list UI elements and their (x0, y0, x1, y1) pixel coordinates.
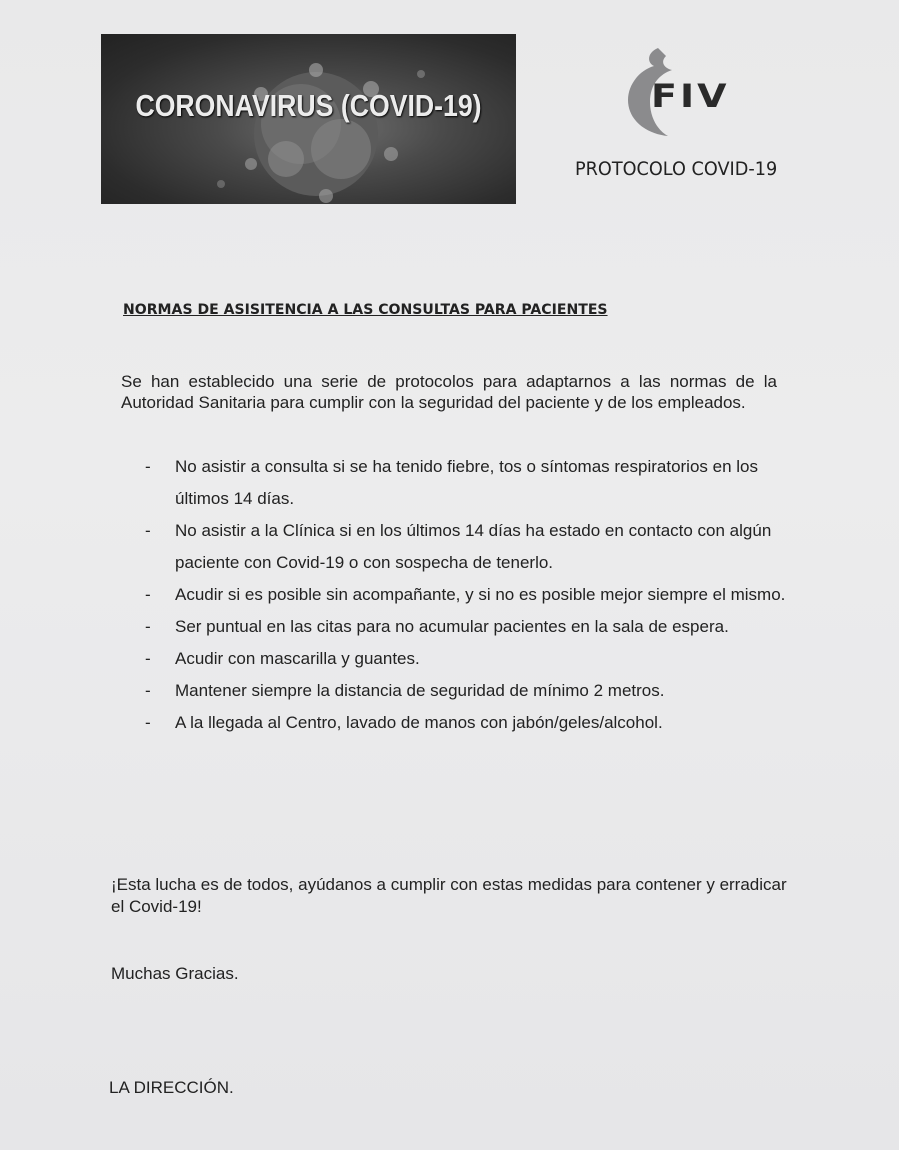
list-item (145, 515, 795, 579)
rule-text: Acudir si es posible sin acompañante, y si no es posible mejor siempre el mismo. (175, 585, 786, 604)
rule-text: Mantener siempre la distancia de seguridad de mínimo 2 metros. (175, 681, 665, 700)
list-dash: - (145, 617, 151, 636)
rule-text: Acudir con mascarilla y guantes. (175, 649, 420, 668)
list-dash: - (145, 585, 151, 604)
list-item (145, 579, 795, 611)
list-dash: - (145, 457, 151, 476)
rule-text: A la llegada al Centro, lavado de manos con jabón/geles/alcohol. (175, 713, 663, 732)
rule-text: No asistir a la Clínica si en los últimos 14 días ha estado en contacto con algún paciente con Covid-19 o con sospecha de tenerlo. (175, 521, 772, 572)
closing-paragraph: ¡Esta lucha es de todos, ayúdanos a cumplir con estas medidas para contener y erradicar el Covid-19! (111, 875, 787, 916)
banner-title: CORONAVIRUS (COVID-19) (135, 88, 482, 123)
section-title: NORMAS DE ASISITENCIA A LAS CONSULTAS PARA PACIENTES (123, 302, 608, 318)
list-item (145, 611, 795, 643)
fiv-logo-text: FIV (651, 77, 730, 115)
list-dash: - (145, 649, 151, 668)
list-item (145, 643, 795, 675)
thanks-text: Muchas Gracias. (111, 964, 239, 983)
list-dash: - (145, 681, 151, 700)
list-dash: - (145, 521, 151, 540)
list-item (145, 707, 795, 739)
rule-text: No asistir a consulta si se ha tenido fiebre, tos o síntomas respiratorios en los últimos 14 días. (175, 457, 759, 508)
list-item (145, 675, 795, 707)
list-item (145, 451, 795, 515)
rule-text: Ser puntual en las citas para no acumular pacientes en la sala de espera. (175, 617, 729, 636)
signature: LA DIRECCIÓN. (109, 1078, 234, 1097)
list-dash: - (145, 713, 151, 732)
rules-list (145, 451, 795, 739)
coronavirus-banner (101, 34, 516, 204)
intro-paragraph: Se han establecido una serie de protocolos para adaptarnos a las normas de la Autoridad Sanitaria para cumplir con la seguridad del paciente y de los empleados. (121, 372, 777, 412)
protocol-title: PROTOCOLO COVID-19 (575, 158, 778, 180)
